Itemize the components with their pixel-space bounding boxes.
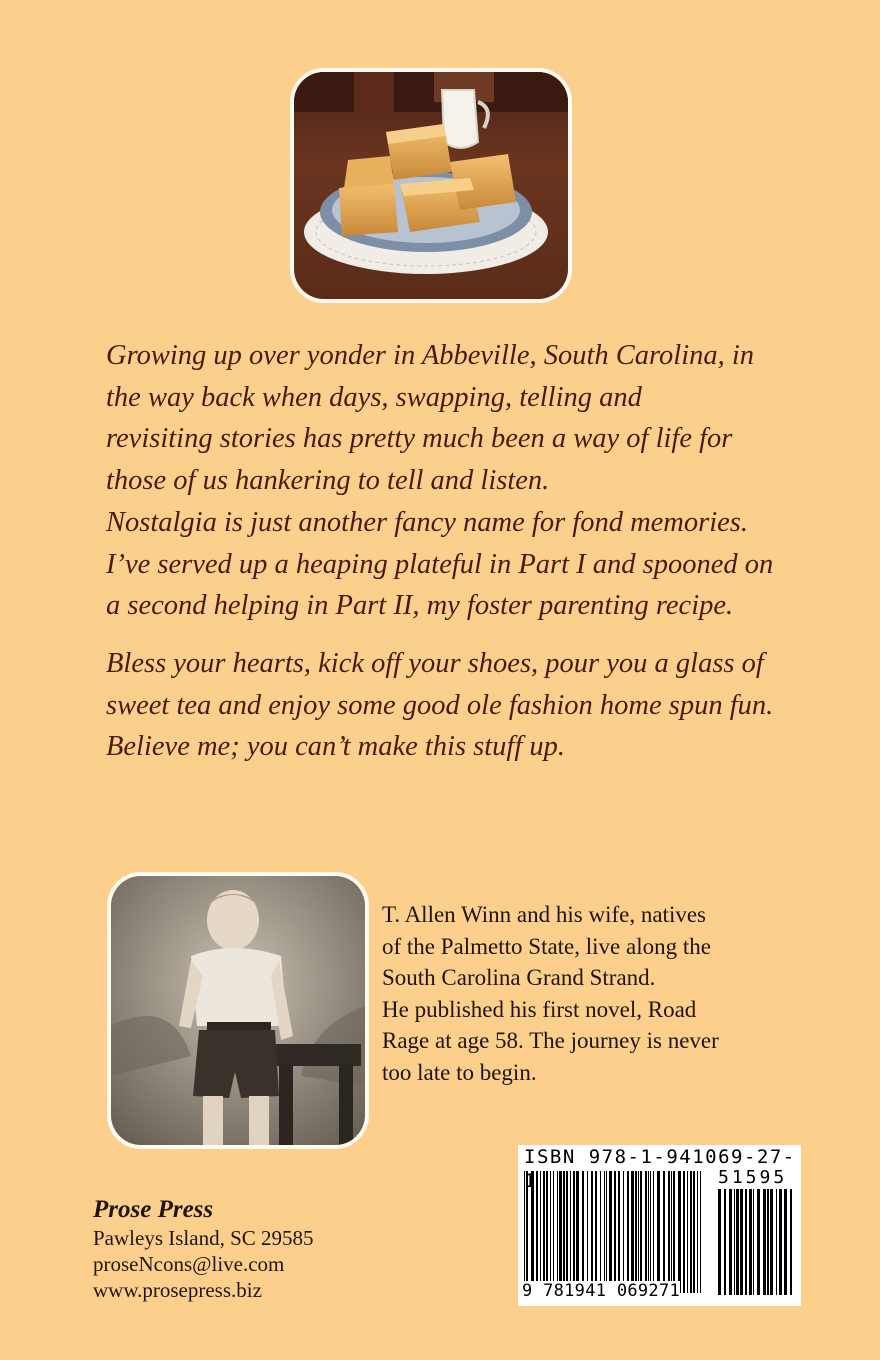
barcode-bar [767, 1189, 769, 1295]
blurb-line: Believe me; you can’t make this stuff up. [106, 731, 566, 762]
barcode-bar [776, 1189, 777, 1295]
blurb-line: Nostalgia is just another fancy name for fond memories. [106, 507, 749, 538]
barcode-bar [763, 1189, 766, 1295]
barcode-addon-digits: 51595 [718, 1167, 788, 1188]
barcode-bar [745, 1189, 747, 1295]
barcode-bar [790, 1189, 792, 1295]
barcode-bar [729, 1189, 732, 1295]
blurb-line: a second helping in Part II, my foster parenting recipe. [106, 590, 734, 621]
barcode-bar [734, 1189, 735, 1295]
barcode-bar [770, 1189, 773, 1295]
blurb-line: Growing up over yonder in Abbeville, South Carolina, in [106, 340, 755, 371]
publisher-email: proseNcons@live.com [93, 1252, 285, 1276]
blurb-line: Bless your hearts, kick off your shoes, pour you a glass of [106, 648, 764, 679]
bio-line: too late to begin. [382, 1059, 537, 1085]
bio-line: He published his first novel, Road [382, 996, 697, 1022]
barcode-bar [736, 1189, 739, 1295]
publisher-address: Pawleys Island, SC 29585 [93, 1226, 314, 1250]
blurb-paragraph-2 [106, 502, 806, 627]
barcode-bar [784, 1189, 787, 1295]
publisher-website: www.prosepress.biz [93, 1278, 262, 1302]
barcode-ean-digits: 9 781941 069271 [522, 1281, 681, 1301]
barcode-bar [753, 1189, 754, 1295]
barcode-bar [757, 1189, 760, 1295]
barcode-bar [749, 1189, 752, 1295]
isbn-barcode [518, 1145, 801, 1306]
author-bio [382, 899, 782, 1088]
cornbread-image [294, 72, 568, 299]
barcode-bar [718, 1189, 721, 1295]
blurb-line: those of us hankering to tell and listen. [106, 464, 550, 496]
bio-line: of the Palmetto State, live along the [382, 933, 711, 959]
blurb-line: I’ve served up a heaping plateful in Part I and spooned on [106, 548, 774, 580]
blurb-line: revisiting stories has pretty much been a way of life for [106, 423, 733, 454]
barcode-bar [779, 1189, 782, 1295]
bio-line: South Carolina Grand Strand. [382, 965, 656, 990]
publisher-name: Prose Press [93, 1196, 214, 1223]
barcode-bar [740, 1189, 743, 1295]
author-image [111, 876, 365, 1145]
cornbread-photo [290, 68, 572, 303]
bio-line: T. Allen Winn and his wife, natives [382, 902, 706, 927]
publisher-info [93, 1195, 314, 1303]
author-childhood-photo [107, 872, 369, 1149]
barcode-bar [724, 1189, 726, 1295]
blurb-paragraph-3 [106, 643, 806, 768]
blurb-paragraph-1 [106, 335, 806, 501]
blurb-line: the way back when days, swapping, telling and [106, 381, 642, 413]
isbn-label: ISBN 978-1-941069-27-1 [524, 1146, 796, 1192]
blurb-line: sweet tea and enjoy some good ole fashion home spun fun. [106, 689, 774, 721]
bio-line: Rage at age 58. The journey is never [382, 1028, 719, 1053]
